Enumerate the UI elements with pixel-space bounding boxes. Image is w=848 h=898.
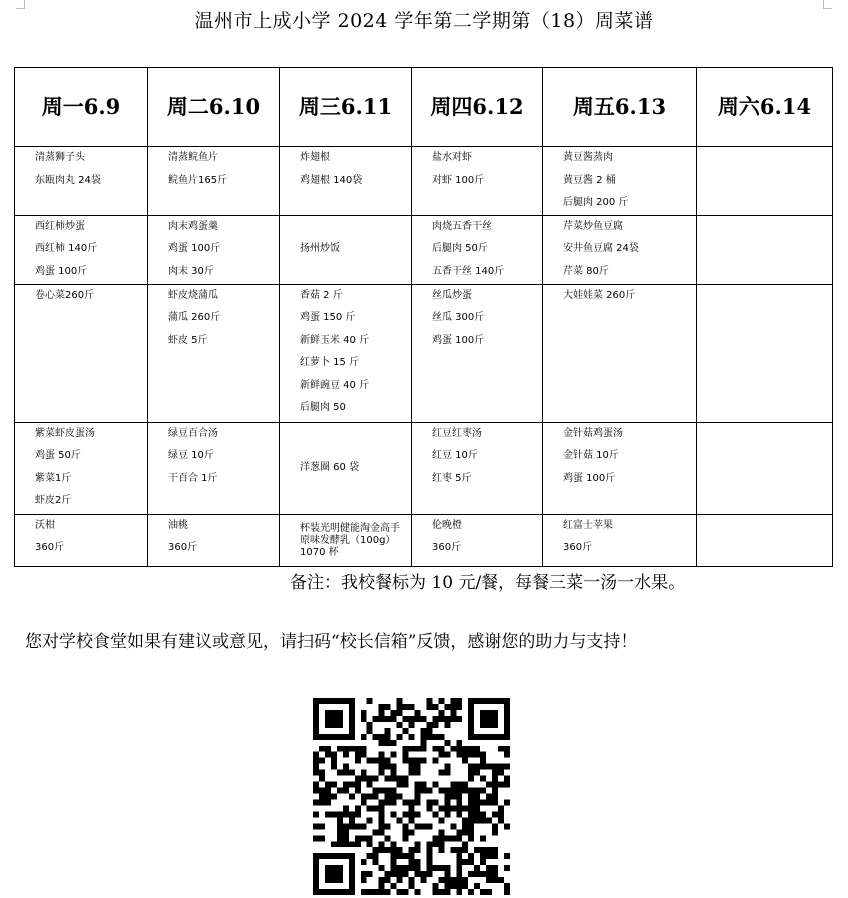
dish-line: 鸡翅根 140袋 (300, 174, 363, 186)
dish-line: 紫菜虾皮蛋汤 (35, 427, 95, 439)
dish-line: 红枣 5斤 (432, 472, 472, 484)
dish-line: 金针菇 10斤 (563, 450, 619, 461)
menu-cell-empty (697, 215, 833, 284)
dish-line: 360斤 (35, 542, 65, 553)
menu-cell-empty (697, 284, 833, 422)
dish-line: 芹菜 80斤 (563, 265, 609, 277)
dish-line: 西红柿 140斤 (35, 243, 98, 254)
menu-cell (412, 147, 543, 216)
menu-cell (280, 215, 412, 284)
dish-line: 360斤 (563, 542, 593, 553)
menu-cell-empty (697, 514, 833, 566)
dish-line: 虾皮 5斤 (168, 334, 208, 346)
dish-line: 红富士苹果 (563, 519, 613, 531)
dish-line: 五香干丝 140斤 (432, 265, 505, 277)
dish-line: 鸡蛋 150 斤 (300, 312, 356, 323)
dish-line: 伦晚橙 (432, 519, 462, 531)
menu-cell (543, 422, 697, 514)
dish-line: 红豆 10斤 (432, 450, 478, 461)
menu-cell (15, 284, 148, 422)
menu-cell (148, 284, 280, 422)
menu-cell (148, 422, 280, 514)
dish-line: 对虾 100斤 (432, 174, 485, 186)
dish-line: 扬州炒饭 (300, 243, 340, 255)
dish-line: 肉末鸡蛋羹 (168, 220, 218, 232)
feedback-notice: 您对学校食堂如果有建议或意见，请扫码“校长信箱”反馈，感谢您的助力与支持！ (25, 632, 638, 652)
dish-line: 炸翅根 (300, 152, 330, 163)
dish-line: 芹菜炒鱼豆腐 (563, 220, 623, 232)
dish-line: 紫菜1斤 (35, 472, 72, 484)
dish-line: 东瓯肉丸 24袋 (35, 174, 101, 186)
dish-line: 鸡蛋 100斤 (168, 243, 221, 254)
dish-line: 蒲瓜 260斤 (168, 312, 221, 323)
menu-cell (15, 147, 148, 216)
dish-line: 红豆红枣汤 (432, 427, 482, 439)
meal-standard-note: 备注：我校餐标为 10 元/餐，每餐三菜一汤一水果。 (290, 573, 686, 593)
dish-line: 清蒸狮子头 (35, 152, 85, 163)
dish-line: 盐水对虾 (432, 152, 472, 163)
dish-line: 虾皮2斤 (35, 495, 72, 506)
weekly-menu-table (14, 67, 833, 567)
menu-cell (280, 514, 412, 566)
menu-cell (280, 422, 412, 514)
menu-cell (543, 514, 697, 566)
dish-line: 360斤 (432, 542, 462, 553)
menu-cell (543, 284, 697, 422)
menu-cell (543, 147, 697, 216)
dish-line: 大娃娃菜 260斤 (563, 289, 636, 301)
day-header-mon: 周一6.9 (15, 68, 148, 147)
menu-cell (148, 215, 280, 284)
dish-line: 鸡蛋 100斤 (563, 472, 616, 484)
dish-line: 鸡蛋 100斤 (35, 265, 88, 277)
principal-mailbox-qr-code[interactable] (313, 698, 510, 895)
dish-line: 金针菇鸡蛋汤 (563, 427, 623, 439)
dish-line: 360斤 (168, 542, 198, 553)
menu-cell (412, 422, 543, 514)
menu-cell (15, 422, 148, 514)
menu-cell (412, 215, 543, 284)
dish-line: 杯装光明健能淘金高手原味发酵乳（100g） 1070 杯 (300, 522, 400, 558)
day-header-tue: 周二6.10 (148, 68, 280, 147)
menu-cell (412, 284, 543, 422)
menu-cell (543, 215, 697, 284)
dish-line: 虾皮烧蒲瓜 (168, 289, 218, 301)
dish-line: 鸡蛋 100斤 (432, 334, 485, 346)
day-header-fri: 周五6.13 (543, 68, 697, 147)
page-title: 温州市上成小学 2024 学年第二学期第（18）周菜谱 (194, 10, 654, 32)
dish-line: 绿豆 10斤 (168, 450, 214, 461)
table-row (15, 147, 833, 216)
dish-line: 肉末 30斤 (168, 265, 214, 277)
dish-line: 后腿肉 50 (300, 402, 346, 413)
dish-line: 安井鱼豆腐 24袋 (563, 243, 639, 254)
dish-line: 丝瓜炒蛋 (432, 289, 472, 301)
dish-line: 香菇 2 斤 (300, 289, 343, 301)
dish-line: 黄豆酱 2 桶 (563, 174, 616, 186)
dish-line: 红萝卜 15 斤 (300, 357, 360, 368)
table-row (15, 422, 833, 514)
menu-cell-empty (697, 147, 833, 216)
dish-line: 卷心菜260斤 (35, 289, 95, 301)
menu-cell (148, 514, 280, 566)
dish-line: 后腿肉 50斤 (432, 243, 488, 254)
table-row (15, 284, 833, 422)
dish-line: 干百合 1斤 (168, 472, 218, 484)
dish-line: 新鲜豌豆 40 斤 (300, 379, 370, 391)
dish-line: 西红柿炒蛋 (35, 220, 85, 232)
day-header-thu: 周四6.12 (412, 68, 543, 147)
day-header-row (15, 68, 833, 147)
day-header-wed: 周三6.11 (280, 68, 412, 147)
dish-line: 丝瓜 300斤 (432, 312, 485, 323)
day-header-sat: 周六6.14 (697, 68, 833, 147)
menu-cell (412, 514, 543, 566)
dish-line: 新鲜玉米 40 斤 (300, 334, 370, 346)
table-row (15, 514, 833, 566)
menu-cell (280, 147, 412, 216)
dish-line: 后腿肉 200 斤 (563, 197, 629, 208)
menu-cell (280, 284, 412, 422)
dish-line: 沃柑 (35, 519, 55, 531)
dish-line: 黄豆酱蒸肉 (563, 152, 613, 163)
menu-cell (15, 215, 148, 284)
dish-line: 鲩鱼片165斤 (168, 174, 228, 186)
menu-cell-empty (697, 422, 833, 514)
dish-line: 油桃 (168, 519, 188, 531)
dish-line: 绿豆百合汤 (168, 427, 218, 439)
dish-line: 肉烧五香干丝 (432, 220, 492, 232)
menu-cell (15, 514, 148, 566)
dish-line: 清蒸鲩鱼片 (168, 152, 218, 163)
table-row (15, 215, 833, 284)
dish-line: 鸡蛋 50斤 (35, 450, 81, 461)
menu-cell (148, 147, 280, 216)
dish-line: 洋葱圈 60 袋 (300, 461, 360, 473)
